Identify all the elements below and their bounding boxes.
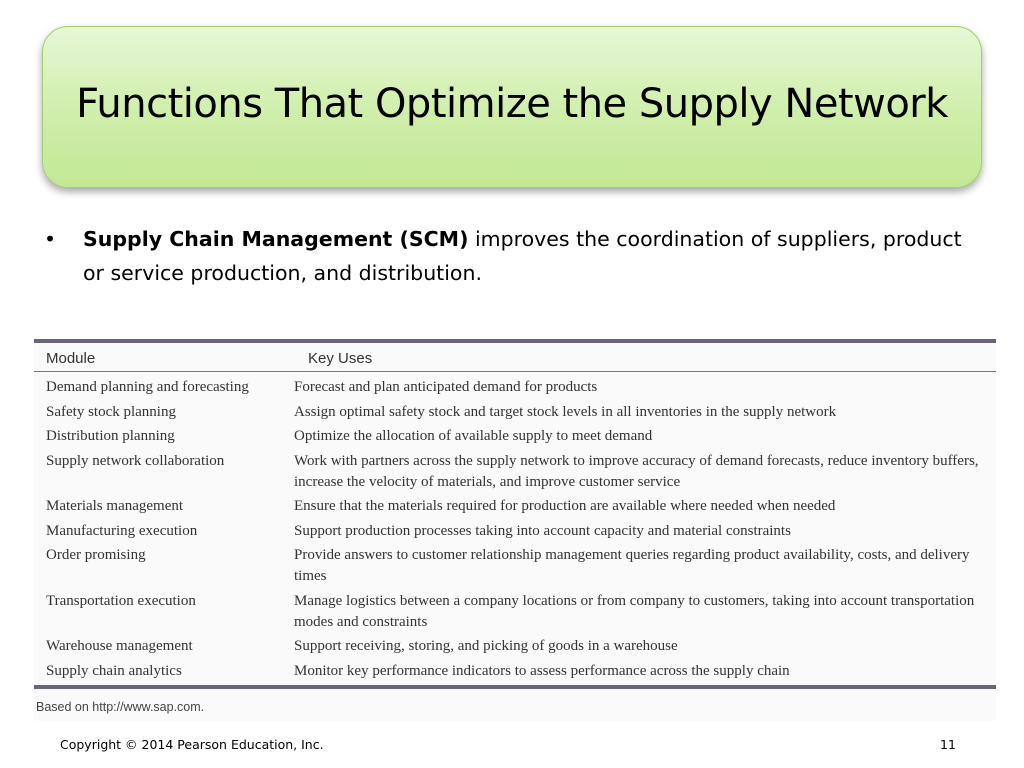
- key-uses-cell: Ensure that the materials required for production are available where needed when needed: [294, 498, 836, 514]
- module-cell: Supply network collaboration: [46, 452, 225, 469]
- key-uses-cell: Support receiving, storing, and picking of goods in a warehouse: [294, 638, 678, 654]
- key-uses-cell: Assign optimal safety stock and target stock levels in all inventories in the supply network: [294, 403, 837, 420]
- bullet-marker: •: [44, 227, 57, 251]
- page-number: 11: [940, 737, 956, 752]
- table-source-note: Based on http://www.sap.com.: [36, 700, 205, 714]
- header-key-uses: Key Uses: [308, 350, 373, 367]
- key-uses-cell: Monitor key performance indicators to assess performance across the supply chain: [294, 662, 790, 679]
- module-cell: Materials management: [46, 498, 184, 514]
- module-cell: Distribution planning: [46, 428, 175, 444]
- table-row: [34, 400, 996, 425]
- key-uses-cell: Work with partners across the supply network to improve accuracy of demand forecasts, reduce inventory buffers, increase the velocity of materials, and improve customer service: [294, 452, 979, 490]
- table-row: [34, 494, 996, 519]
- table-row: [34, 375, 996, 400]
- table-row: [34, 449, 996, 495]
- table-bottom-rule: [34, 685, 996, 689]
- table-row: [34, 634, 996, 659]
- module-cell: Manufacturing execution: [46, 522, 198, 539]
- table-top-rule: [34, 339, 996, 343]
- table-row: [34, 543, 996, 589]
- table-row: [34, 659, 996, 684]
- table-header-rule: [34, 371, 996, 372]
- header-module: Module: [46, 350, 96, 367]
- key-uses-cell: Forecast and plan anticipated demand for products: [294, 379, 598, 395]
- table-row: [34, 424, 996, 449]
- module-cell: Warehouse management: [46, 638, 193, 654]
- module-cell: Transportation execution: [46, 592, 196, 609]
- table-row: [34, 589, 996, 635]
- title-box: [42, 26, 982, 188]
- table-body: [34, 375, 996, 683]
- module-cell: Demand planning and forecasting: [46, 379, 249, 395]
- key-uses-cell: Manage logistics between a company locations or from company to customers, taking into account transportation modes and constraints: [294, 592, 975, 630]
- bullet-point: [44, 222, 984, 290]
- bullet-bold-term: Supply Chain Management (SCM): [83, 227, 469, 251]
- bullet-rest-text: improves the coordination of suppliers, product or service production, and distribution.: [83, 227, 962, 285]
- module-cell: Supply chain analytics: [46, 662, 182, 679]
- bullet-text: [83, 222, 984, 290]
- key-uses-cell: Provide answers to customer relationship management queries regarding product availability, costs, and delivery times: [294, 547, 970, 584]
- scm-modules-table: [34, 339, 996, 721]
- slide-title: Functions That Optimize the Supply Network: [76, 81, 948, 127]
- key-uses-cell: Support production processes taking into account capacity and material constraints: [294, 522, 791, 539]
- copyright-footer: Copyright © 2014 Pearson Education, Inc.: [60, 737, 324, 752]
- key-uses-cell: Optimize the allocation of available supply to meet demand: [294, 428, 653, 444]
- module-cell: Safety stock planning: [46, 403, 176, 420]
- table-row: [34, 519, 996, 544]
- module-cell: Order promising: [46, 547, 146, 563]
